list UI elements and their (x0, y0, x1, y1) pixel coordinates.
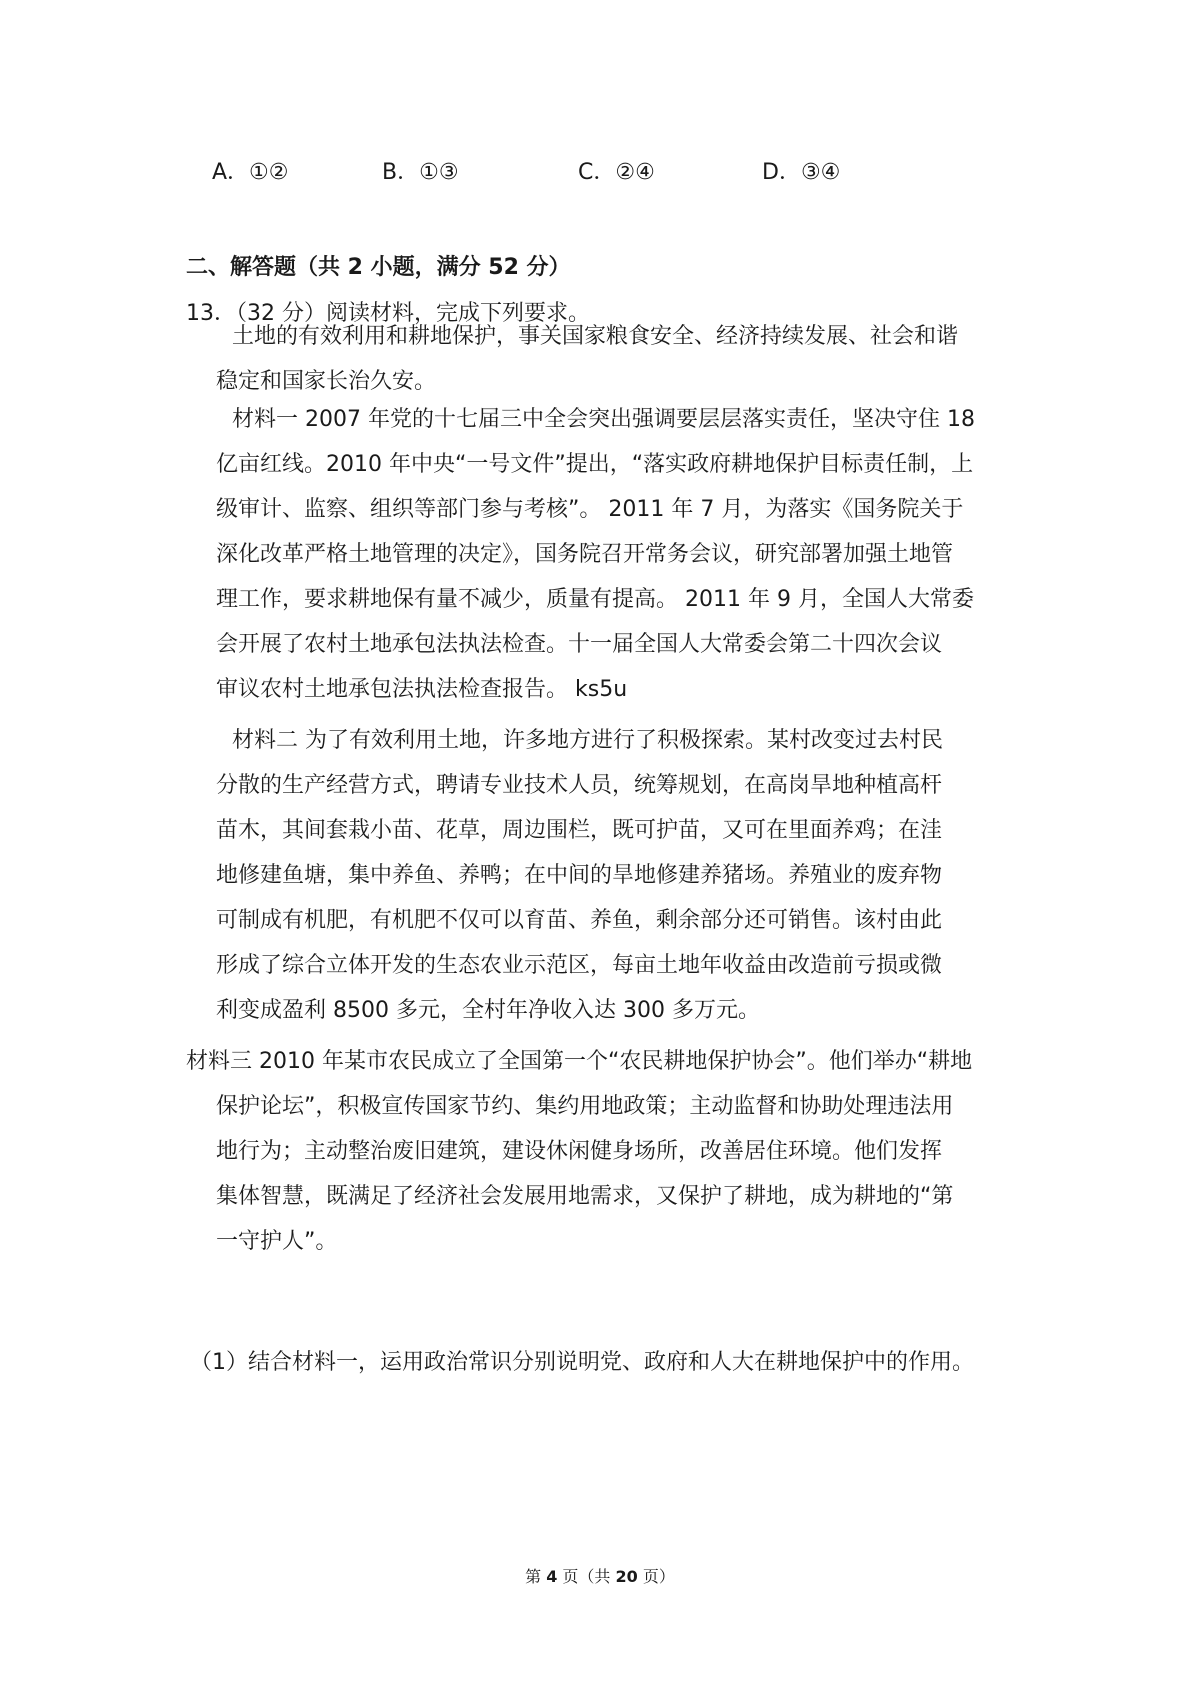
paragraph-line: 材料一 2007 年党的十七届三中全会突出强调要层层落实责任，坚决守住 18 (232, 407, 975, 432)
paragraph-line: 材料二 为了有效利用土地，许多地方进行了积极探索。某村改变过去村民 (232, 728, 943, 753)
paragraph-line: 材料三 2010 年某市农民成立了全国第一个“农民耕地保护协会”。他们举办“耕地 (186, 1049, 973, 1074)
footer-suffix: 页） (637, 1567, 675, 1586)
footer-prefix: 第 (525, 1567, 547, 1586)
paragraph-line: 集体智慧，既满足了经济社会发展用地需求，又保护了耕地，成为耕地的“第 (216, 1184, 954, 1209)
paragraph-line: 利变成盈利 8500 多元，全村年净收入达 300 多万元。 (216, 998, 760, 1023)
paragraph-line: 地修建鱼塘，集中养鱼、养鸭；在中间的旱地修建养猪场。养殖业的废弃物 (216, 863, 943, 888)
paragraph-line: 理工作，要求耕地保有量不减少，质量有提高。 2011 年 9 月，全国人大常委 (216, 587, 974, 612)
material-2 (216, 718, 1028, 1033)
page-number: 4 (546, 1567, 558, 1586)
paragraph-line: 稳定和国家长治久安。 (216, 369, 437, 394)
intro-paragraph (216, 314, 1028, 404)
option-a[interactable]: A．①② (212, 160, 289, 185)
paragraph-line: 亿亩红线。2010 年中央“一号文件”提出，“落实政府耕地保护目标责任制，上 (216, 452, 974, 477)
paragraph-line: 形成了综合立体开发的生态农业示范区，每亩土地年收益由改造前亏损或微 (216, 953, 943, 978)
option-b[interactable]: B．①③ (382, 160, 459, 185)
paragraph-line: 土地的有效利用和耕地保护，事关国家粮食安全、经济持续发展、社会和谐 (232, 324, 959, 349)
section-title: 二、解答题（共 2 小题，满分 52 分） (186, 255, 571, 280)
material-3 (186, 1039, 998, 1264)
paragraph-line: 级审计、监察、组织等部门参与考核”。 2011 年 7 月，为落实《国务院关于 (216, 497, 964, 522)
paragraph-line: 苗木，其间套栽小苗、花草，周边围栏，既可护苗，又可在里面养鸡；在洼 (216, 818, 943, 843)
question-13-head: 13．（32 分）阅读材料，完成下列要求。 (186, 301, 590, 326)
paragraph-line: 会开展了农村土地承包法执法检查。十一届全国人大常委会第二十四次会议 (216, 632, 943, 657)
total-pages: 20 (615, 1567, 638, 1586)
answer-options (212, 155, 1012, 191)
paragraph-line: 一守护人”。 (216, 1229, 338, 1254)
page-footer (0, 1564, 1200, 1587)
material-1 (216, 397, 1028, 712)
option-d[interactable]: D．③④ (762, 160, 841, 185)
paragraph-line: 可制成有机肥，有机肥不仅可以育苗、养鱼，剩余部分还可销售。该村由此 (216, 908, 943, 933)
paragraph-line: 保护论坛”，积极宣传国家节约、集约用地政策；主动监督和协助处理违法用 (216, 1094, 954, 1119)
option-c[interactable]: C．②④ (578, 160, 655, 185)
sub-question-1: （1）结合材料一，运用政治常识分别说明党、政府和人大在耕地保护中的作用。 (190, 1350, 974, 1375)
paragraph-line: 地行为；主动整治废旧建筑，建设休闲健身场所，改善居住环境。他们发挥 (216, 1139, 943, 1164)
footer-middle: 页（共 (557, 1567, 616, 1586)
paragraph-line: 深化改革严格土地管理的决定》，国务院召开常务会议，研究部署加强土地管 (216, 542, 954, 567)
paragraph-line: 分散的生产经营方式，聘请专业技术人员，统筹规划，在高岗旱地种植高杆 (216, 773, 943, 798)
paragraph-line: 审议农村土地承包法执法检查报告。 ks5u (216, 677, 628, 702)
